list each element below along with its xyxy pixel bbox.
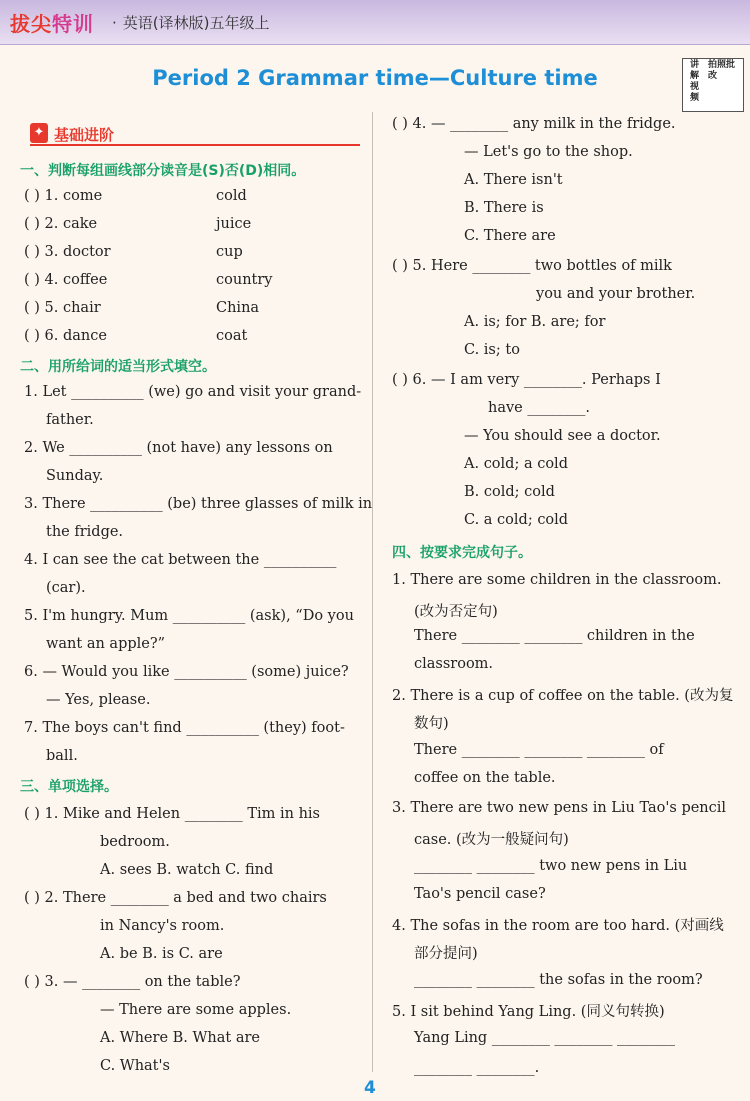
exercise-line: ( ) 6. dance	[24, 328, 107, 344]
exercise-line: — Yes, please.	[46, 692, 151, 708]
exercise-line: A. is; for B. are; for	[464, 314, 606, 330]
exercise-line: 3. There __________ (be) three glasses of milk in	[24, 496, 373, 512]
exercise-line: country	[216, 272, 273, 288]
section-banner	[20, 122, 360, 146]
exercise-line: C. a cold; cold	[464, 512, 569, 528]
exercise-line: ( ) 1. come	[24, 188, 103, 204]
banner-rule	[30, 144, 360, 146]
exercise-line: B. cold; cold	[464, 484, 555, 500]
section-heading: 三、单项选择。	[20, 779, 118, 795]
exercise-line: ( ) 2. There ________ a bed and two chairs	[24, 890, 327, 906]
exercise-line: Sunday.	[46, 468, 104, 484]
exercise-line: China	[216, 300, 260, 316]
exercise-line: 6. — Would you like __________ (some) juice?	[24, 664, 349, 680]
exercise-line: B. There is	[464, 200, 544, 216]
exercise-line: 2. We __________ (not have) any lessons on	[24, 440, 333, 456]
exercise-line: juice	[216, 216, 252, 232]
exercise-line: 1. There are some children in the classroom.	[392, 572, 722, 588]
exercise-line: A. There isn't	[464, 172, 563, 188]
exercise-line: case. (改为一般疑问句)	[414, 832, 569, 848]
exercise-line: ( ) 3. — ________ on the table?	[24, 974, 241, 990]
exercise-line: C. There are	[464, 228, 556, 244]
qr-label-col1: 讲解视频	[690, 60, 700, 103]
exercise-line: 数句)	[414, 716, 449, 732]
section-heading: 四、按要求完成句子。	[392, 545, 532, 561]
exercise-line: ( ) 2. cake	[24, 216, 98, 232]
brand-part-2: 特训	[52, 12, 94, 36]
page-title: Period 2 Grammar time—Culture time	[152, 66, 598, 90]
exercise-line: cup	[216, 244, 243, 260]
exercise-line: Yang Ling ________ ________ ________	[414, 1030, 676, 1046]
qr-label-col2: 拍照批改	[708, 60, 736, 81]
exercise-line: 3. There are two new pens in Liu Tao's pencil	[392, 800, 727, 816]
section-heading: 一、判断每组画线部分读音是(S)否(D)相同。	[20, 163, 306, 179]
exercise-line: — You should see a doctor.	[464, 428, 661, 444]
exercise-line: 7. The boys can't find __________ (they) foot-	[24, 720, 345, 736]
exercise-line: in Nancy's room.	[100, 918, 225, 934]
subject-label: · 英语(译林版)五年级上	[112, 14, 270, 32]
exercise-line: ________ ________ two new pens in Liu	[414, 858, 688, 874]
exercise-line: ball.	[46, 748, 78, 764]
exercise-line: A. Where B. What are	[100, 1030, 260, 1046]
exercise-line: coffee on the table.	[414, 770, 556, 786]
exercise-line: ( ) 4. coffee	[24, 272, 108, 288]
column-divider	[372, 112, 373, 1072]
header-bar	[0, 0, 750, 45]
exercise-line: (car).	[46, 580, 86, 596]
exercise-line: want an apple?”	[46, 636, 166, 652]
exercise-line: — Let's go to the shop.	[464, 144, 633, 160]
exercise-line: ( ) 3. doctor	[24, 244, 111, 260]
exercise-line: There ________ ________ children in the	[414, 628, 695, 644]
exercise-line: 4. I can see the cat between the __________	[24, 552, 337, 568]
exercise-line: 5. I'm hungry. Mum __________ (ask), “Do you	[24, 608, 354, 624]
exercise-line: coat	[216, 328, 248, 344]
exercise-line: — There are some apples.	[100, 1002, 292, 1018]
exercise-line: 1. Let __________ (we) go and visit your grand-	[24, 384, 362, 400]
exercise-line: father.	[46, 412, 94, 428]
exercise-line: A. cold; a cold	[464, 456, 568, 472]
runner-icon: ✦	[30, 123, 48, 143]
exercise-line: cold	[216, 188, 247, 204]
exercise-line: ( ) 5. chair	[24, 300, 101, 316]
section-heading: 二、用所给词的适当形式填空。	[20, 359, 216, 375]
exercise-line: ________ ________ the sofas in the room?	[414, 972, 703, 988]
brand-part-1: 拔尖	[10, 12, 52, 36]
exercise-line: 5. I sit behind Yang Ling. (同义句转换)	[392, 1004, 665, 1020]
exercise-line: classroom.	[414, 656, 494, 672]
page-number: 4	[364, 1078, 376, 1098]
exercise-line: ( ) 5. Here ________ two bottles of milk	[392, 258, 672, 274]
exercise-line: you and your brother.	[536, 286, 696, 302]
exercise-line: A. sees B. watch C. find	[100, 862, 274, 878]
exercise-line: ( ) 6. — I am very ________. Perhaps I	[392, 372, 661, 388]
exercise-line: ( ) 4. — ________ any milk in the fridge.	[392, 116, 676, 132]
banner-text: 基础进阶	[54, 126, 115, 144]
exercise-line: There ________ ________ ________ of	[414, 742, 664, 758]
exercise-line: ( ) 1. Mike and Helen ________ Tim in his	[24, 806, 320, 822]
exercise-line: 4. The sofas in the room are too hard. (对画线	[392, 918, 724, 934]
exercise-line: 部分提问)	[414, 946, 478, 962]
exercise-line: (改为否定句)	[414, 604, 498, 620]
exercise-line: have ________.	[488, 400, 590, 416]
exercise-line: ________ ________.	[414, 1060, 540, 1076]
exercise-line: C. is; to	[464, 342, 520, 358]
exercise-line: Tao's pencil case?	[414, 886, 546, 902]
exercise-line: the fridge.	[46, 524, 124, 540]
exercise-line: A. be B. is C. are	[100, 946, 223, 962]
exercise-line: 2. There is a cup of coffee on the table. (改为复	[392, 688, 734, 704]
exercise-line: C. What's	[100, 1058, 170, 1074]
brand-logo	[10, 8, 94, 37]
exercise-line: bedroom.	[100, 834, 170, 850]
subject-text: 英语(译林版)五年级上	[122, 14, 270, 32]
